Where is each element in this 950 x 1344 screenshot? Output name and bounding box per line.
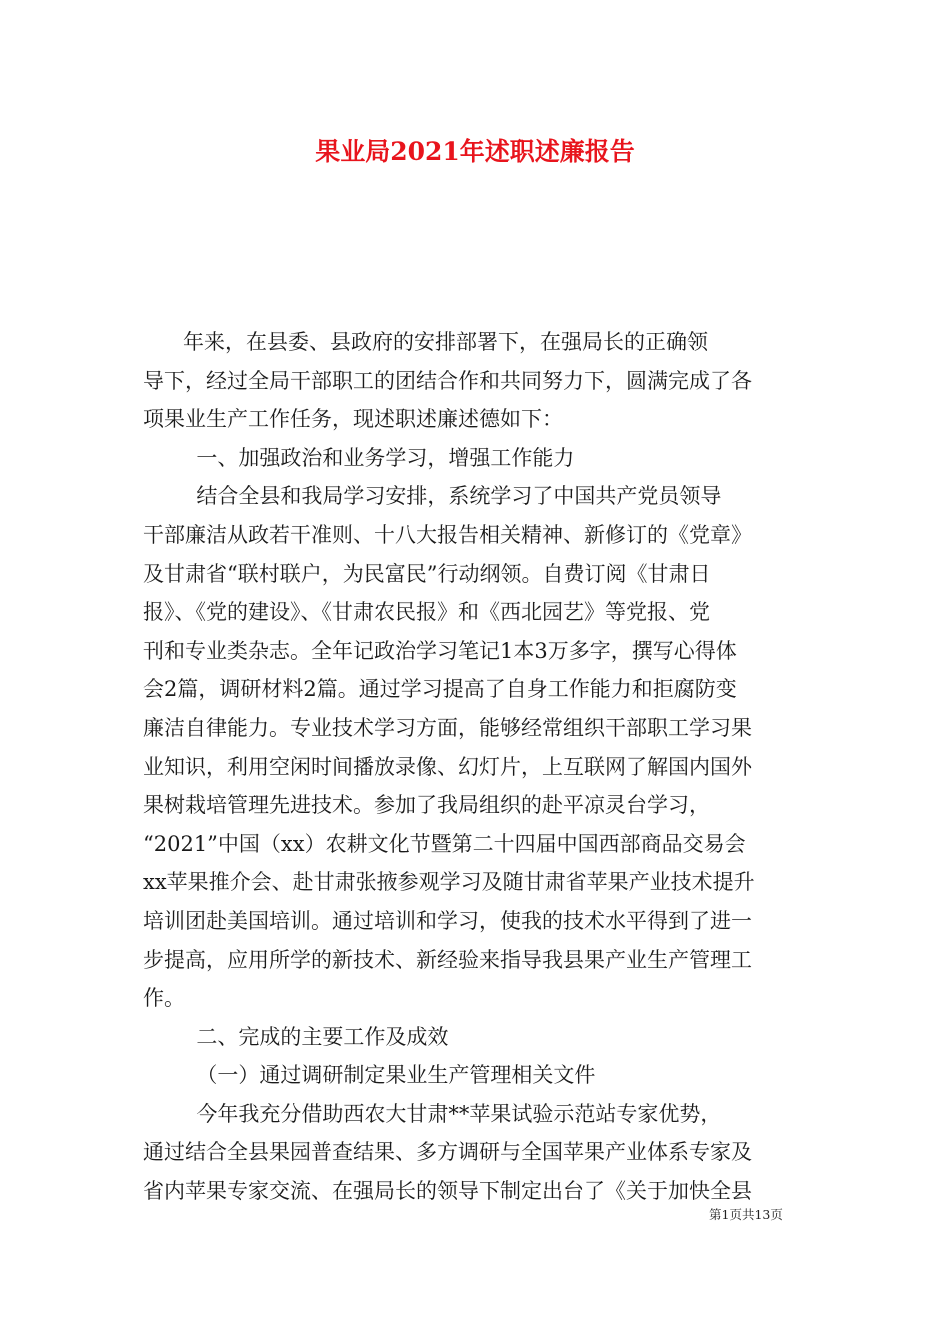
body-line: 步提高，应用所学的新技术、新经验来指导我县果产业生产管理工 bbox=[143, 947, 752, 972]
document-title: 果业局2021年述职述廉报告 bbox=[315, 137, 635, 166]
body-line: 刊和专业类杂志。全年记政治学习笔记1本3万多字，撰写心得体 bbox=[143, 638, 737, 663]
body-line: 通过结合全县果园普查结果、多方调研与全国苹果产业体系专家及 bbox=[143, 1140, 752, 1165]
document-body bbox=[143, 323, 807, 1211]
body-line: 干部廉洁从政若干准则、十八大报告相关精神、新修订的《党章》 bbox=[143, 522, 752, 547]
section-heading: 一、加强政治和业务学习，增强工作能力 bbox=[143, 445, 575, 470]
body-line: 省内苹果专家交流、在强局长的领导下制定出台了《关于加快全县 bbox=[143, 1179, 752, 1204]
body-line: 报》、《党的建设》、《甘肃农民报》和《西北园艺》等党报、党 bbox=[143, 600, 710, 625]
section-heading: 二、完成的主要工作及成效 bbox=[143, 1024, 449, 1049]
body-line: 作。 bbox=[143, 986, 185, 1011]
body-line: 业知识，利用空闲时间播放录像、幻灯片，上互联网了解国内国外 bbox=[143, 754, 752, 779]
body-line: xx苹果推介会、赴甘肃张掖参观学习及随甘肃省苹果产业技术提升 bbox=[143, 870, 755, 895]
subsection-heading: （一）通过调研制定果业生产管理相关文件 bbox=[143, 1063, 596, 1088]
body-line: 廉洁自律能力。专业技术学习方面，能够经常组织干部职工学习果 bbox=[143, 715, 752, 740]
body-line: “2021”中国（xx）农耕文化节暨第二十四届中国西部商品交易会 bbox=[143, 831, 746, 856]
body-line: 导下，经过全局干部职工的团结合作和共同努力下，圆满完成了各 bbox=[143, 368, 752, 393]
body-line: 培训团赴美国培训。通过培训和学习，使我的技术水平得到了进一 bbox=[143, 908, 752, 933]
body-line: 果树栽培管理先进技术。参加了我局组织的赴平凉灵台学习， bbox=[143, 793, 710, 818]
body-line: 会2篇，调研材料2篇。通过学习提高了自身工作能力和拒腐防变 bbox=[143, 677, 737, 702]
body-line: 结合全县和我局学习安排，系统学习了中国共产党员领导 bbox=[143, 484, 722, 509]
body-line: 项果业生产工作任务，现述职述廉述德如下： bbox=[143, 407, 563, 432]
body-line: 及甘肃省“联村联户，为民富民”行动纲领。自费订阅《甘肃日 bbox=[143, 561, 711, 586]
page-number: 第1页共13页 bbox=[709, 1207, 783, 1222]
body-line: 今年我充分借助西农大甘肃**苹果试验示范站专家优势， bbox=[143, 1101, 722, 1126]
body-line: 年来，在县委、县政府的安排部署下，在强局长的正确领 bbox=[143, 330, 709, 354]
